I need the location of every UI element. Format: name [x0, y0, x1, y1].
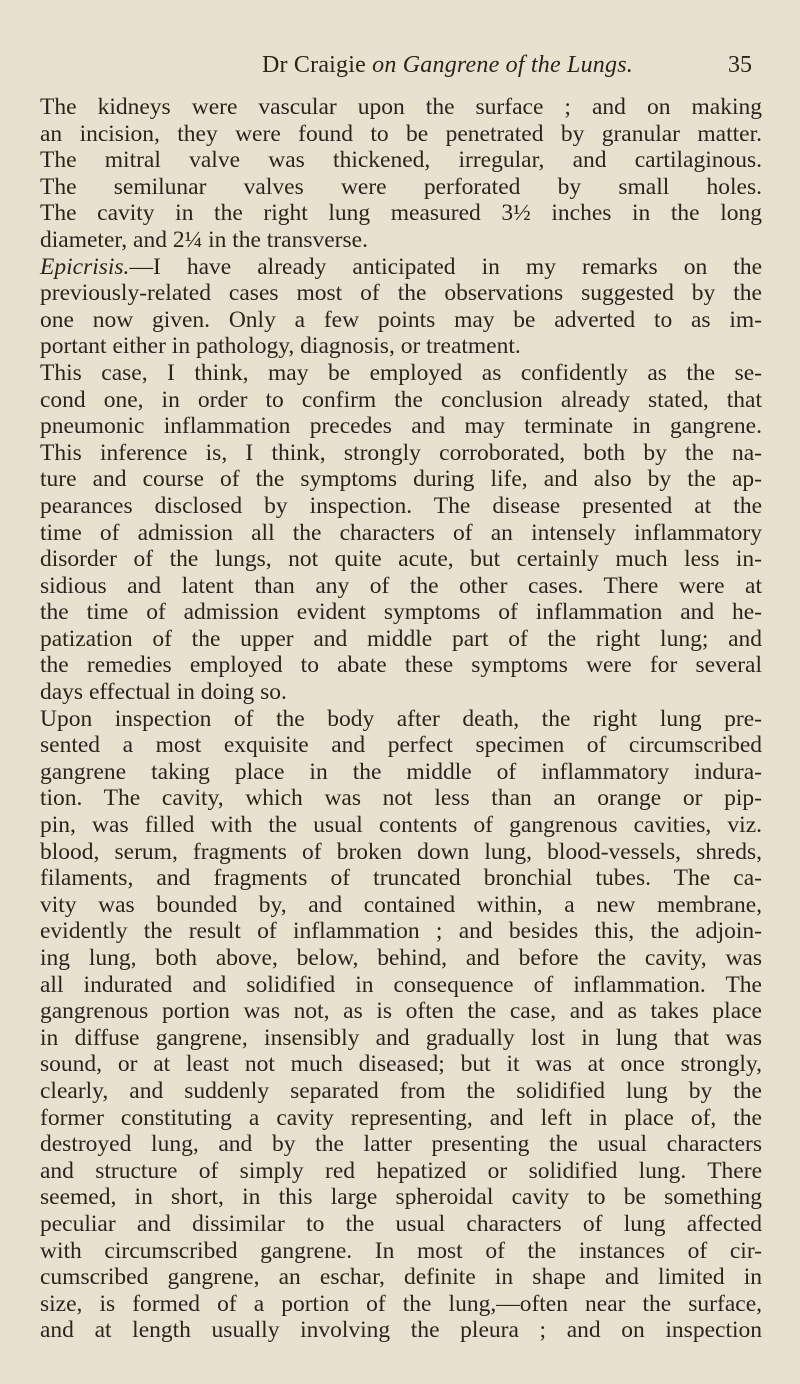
running-title-subject: on Gangrene of the Lungs.: [372, 52, 633, 78]
text-line: sound, or at least not much diseased; but it was at once strongly,: [40, 1051, 762, 1078]
text-line: previously-related cases most of the observations suggested by the: [40, 280, 762, 307]
text-line: clearly, and suddenly separated from the solidified lung by the: [40, 1077, 762, 1104]
text-line: sented a most exquisite and perfect specimen of circumscribed: [40, 732, 762, 759]
text-line: The cavity in the right lung measured 3½ inches in the long: [40, 200, 762, 227]
text-line: with circumscribed gangrene. In most of the instances of cir-: [40, 1237, 762, 1264]
text-line: disorder of the lungs, not quite acute, but certainly much less in-: [40, 546, 762, 573]
epicrisis-text: —I have already anticipated in my remarks on the: [129, 253, 762, 280]
text-line: cond one, in order to confirm the conclusion already stated, that: [40, 386, 762, 413]
text-line: time of admission all the characters of an intensely inflammatory: [40, 519, 762, 546]
epicrisis-line: [40, 254, 762, 281]
text-line: evidently the result of inflammation ; and besides this, the adjoin-: [40, 918, 762, 945]
text-line: Upon inspection of the body after death, the right lung pre-: [40, 705, 762, 732]
text-line: gangrenous portion was not, as is often the case, and as takes place: [40, 998, 762, 1025]
text-line: The mitral valve was thickened, irregular, and cartilaginous.: [40, 147, 762, 174]
epicrisis-label: Epicrisis.: [40, 253, 130, 280]
text-line: former constituting a cavity representing, and left in place of, the: [40, 1104, 762, 1131]
text-line: portant either in pathology, diagnosis, or treatment.: [40, 333, 521, 360]
text-line: the time of admission evident symptoms of inflammation and he-: [40, 599, 762, 626]
text-line: diameter, and 2¼ in the transverse.: [40, 226, 368, 253]
text-line: The kidneys were vascular upon the surface ; and on making: [40, 94, 762, 120]
text-line: ing lung, both above, below, behind, and before the cavity, was: [40, 945, 762, 971]
text-line: destroyed lung, and by the latter presenting the usual characters: [40, 1131, 762, 1158]
text-line: ture and course of the symptoms during life, and also by the ap-: [40, 466, 762, 493]
text-line: peculiar and dissimilar to the usual characters of lung affected: [40, 1210, 762, 1237]
text-line: in diffuse gangrene, insensibly and gradually lost in lung that was: [40, 1024, 762, 1051]
text-line: and at length usually involving the pleura ; and on inspection: [40, 1317, 762, 1344]
text-line: all indurated and solidified in consequence of inflammation. The: [40, 971, 762, 998]
running-header: [262, 50, 762, 80]
text-line: the remedies employed to abate these symptoms were for several: [40, 652, 762, 679]
text-line: seemed, in short, in this large spheroidal cavity to be something: [40, 1184, 762, 1211]
text-line: The semilunar valves were perforated by small holes.: [40, 173, 762, 200]
page-number: 35: [728, 52, 752, 78]
text-line: cumscribed gangrene, an eschar, definite in shape and limited in: [40, 1264, 762, 1291]
text-line: pearances disclosed by inspection. The disease presented at the: [40, 492, 762, 519]
text-line: size, is formed of a portion of the lung,—often near the surface,: [40, 1290, 762, 1317]
text-line: one now given. Only a few points may be adverted to as im-: [40, 306, 762, 333]
running-title: [262, 52, 633, 78]
text-line: tion. The cavity, which was not less than an orange or pip-: [40, 785, 762, 812]
text-line: days effectual in doing so.: [40, 679, 287, 706]
text-line: sidious and latent than any of the other cases. There were at: [40, 572, 762, 599]
text-line: blood, serum, fragments of broken down lung, blood-vessels, shreds,: [40, 838, 762, 865]
text-line: gangrene taking place in the middle of inflammatory indura-: [40, 758, 762, 785]
text-line: vity was bounded by, and contained within, a new membrane,: [40, 891, 762, 918]
running-title-author: Dr Craigie: [262, 52, 373, 78]
text-line: pneumonic inflammation precedes and may terminate in gangrene.: [40, 413, 762, 440]
body-text: [40, 94, 762, 1344]
text-line: an incision, they were found to be penetrated by granular matter.: [40, 120, 762, 147]
text-line: pin, was filled with the usual contents of gangrenous cavities, viz.: [40, 812, 762, 839]
text-line: patization of the upper and middle part of the right lung; and: [40, 625, 762, 652]
text-line: and structure of simply red hepatized or solidified lung. There: [40, 1157, 762, 1184]
text-line: filaments, and fragments of truncated bronchial tubes. The ca-: [40, 865, 762, 892]
text-line: This inference is, I think, strongly corroborated, both by the na-: [40, 439, 762, 466]
text-line: This case, I think, may be employed as confidently as the se-: [40, 359, 762, 386]
